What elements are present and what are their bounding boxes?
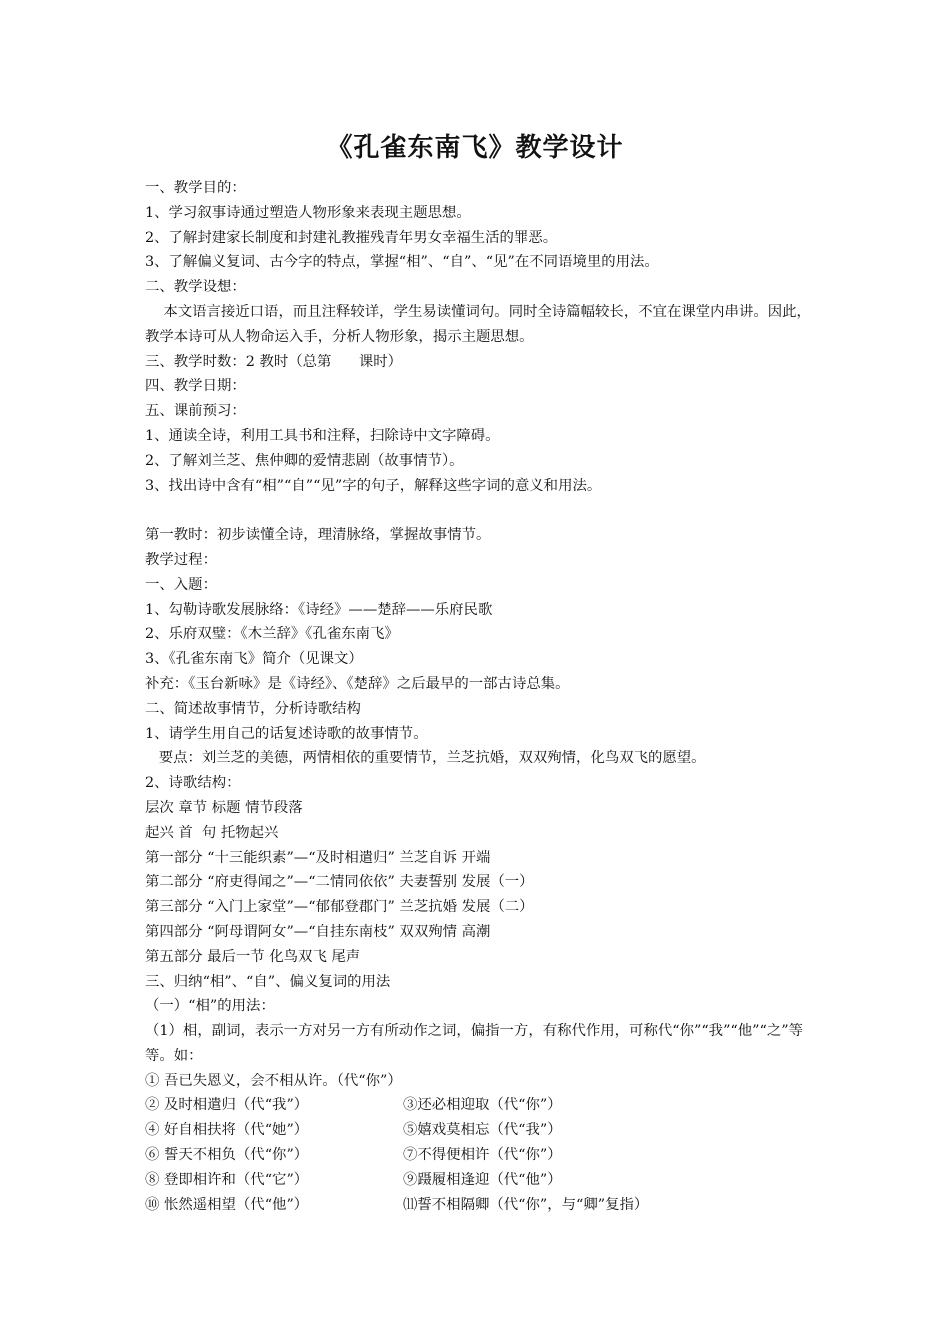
document-body [145, 176, 825, 1217]
blank-line [145, 498, 825, 523]
example-left: ④ 好自相扶将（代“她”） [145, 1122, 309, 1139]
objective-1: 1、学习叙事诗通过塑造人物形象来表现主题思想。 [145, 204, 471, 221]
intro-1: 1、勾勒诗歌发展脉络：《诗经》——楚辞——乐府民歌 [145, 601, 493, 618]
example-right: ⑤嬉戏莫相忘（代“我”） [403, 1122, 562, 1139]
example-row [145, 1193, 825, 1218]
structure-header: 层次 章节 标题 情节段落 [145, 799, 303, 816]
usage-heading: 三、归纳“相”、“自”、偏义复词的用法 [145, 973, 391, 990]
example-row [145, 1143, 825, 1168]
objective-3: 3、了解偏义复词、古今字的特点，掌握“相”、“自”、“见”在不同语境里的用法。 [145, 254, 659, 271]
example-left: ② 及时相遣归（代“我”） [145, 1097, 309, 1114]
preview-3: 3、找出诗中含有“相”“自”“见”字的句子，解释这些字词的意义和用法。 [145, 477, 602, 494]
example-left: ⑧ 登即相许和（代“它”） [145, 1171, 309, 1188]
intro-3: 3、《孔雀东南飞》简介（见课文） [145, 651, 363, 668]
objective-2: 2、了解封建家长制度和封建礼教摧残青年男女幸福生活的罪恶。 [145, 229, 558, 246]
design-paragraph: 本文语言接近口语，而且注释较详，学生易读懂词句。同时全诗篇幅较长，不宜在课堂内串讲。因此，教学本诗可从人物命运入手，分析人物形象，揭示主题思想。 [145, 303, 811, 345]
supplement: 补充：《玉台新咏》是《诗经》、《楚辞》之后最早的一部古诗总集。 [145, 675, 570, 692]
preview-1: 1、通读全诗，利用工具书和注释，扫除诗中文字障碍。 [145, 427, 500, 444]
example-row [145, 1168, 825, 1193]
process-heading: 教学过程： [145, 551, 217, 568]
page-title: 《孔雀东南飞》教学设计 [326, 133, 624, 163]
plot-heading: 二、简述故事情节，分析诗歌结构 [145, 700, 361, 717]
example-row [145, 1093, 825, 1118]
example-right: ⑨蹑履相逢迎（代“他”） [403, 1171, 562, 1188]
intro-heading: 一、入题： [145, 576, 217, 593]
example-right: ⑦不得便相许（代“你”） [403, 1147, 562, 1164]
plot-1: 1、请学生用自己的话复述诗歌的故事情节。 [145, 725, 428, 742]
first-lesson-heading: 第一教时：初步读懂全诗，理清脉络，掌握故事情节。 [145, 527, 491, 544]
structure-row-3: 第三部分 “入门上家堂”—“郁郁登郡门” 兰芝抗婚 发展（二） [145, 899, 534, 916]
xiang-usage-heading: （一）“相”的用法： [145, 998, 275, 1015]
heading-objectives: 一、教学目的： [145, 180, 246, 196]
preview-2: 2、了解刘兰芝、焦仲卿的爱情悲剧（故事情节）。 [145, 452, 464, 469]
plot-keypoints: 要点：刘兰芝的美德，两情相依的重要情节，兰芝抗婚，双双殉情，化鸟双飞的愿望。 [145, 750, 706, 767]
example-right: ③还必相迎取（代“你”） [403, 1097, 562, 1114]
example-row [145, 1118, 825, 1143]
structure-row-0: 起兴 首 句 托物起兴 [145, 824, 279, 841]
structure-row-5: 第五部分 最后一节 化鸟双飞 尾声 [145, 948, 361, 965]
heading-date: 四、教学日期： [145, 378, 246, 395]
structure-row-1: 第一部分 “十三能织素”—“及时相遣归” 兰芝自诉 开端 [145, 849, 491, 866]
example-right: ⑾誓不相隔卿（代“你”，与“卿”复指） [403, 1196, 649, 1213]
intro-2: 2、乐府双璧：《木兰辞》《孔雀东南飞》 [145, 626, 399, 643]
xiang-usage-explanation: （1）相，副词，表示一方对另一方有所动作之词，偏指一方，有称代作用，可称代“你”“我”“他”“之”等等。如： [145, 1023, 804, 1064]
heading-preview: 五、课前预习： [145, 403, 246, 420]
example-left: ⑩ 怅然遥相望（代“他”） [145, 1196, 309, 1213]
heading-design: 二、教学设想： [145, 279, 246, 296]
structure-row-4: 第四部分 “阿母谓阿女”—“自挂东南枝” 双双殉情 高潮 [145, 923, 491, 940]
heading-hours: 三、教学时数：2 教时（总第 课时） [145, 353, 403, 370]
example-1: ① 吾已失恩义，会不相从许。（代“你”） [145, 1072, 402, 1089]
structure-row-2: 第二部分 “府吏得闻之”—“二情同依依” 夫妻誓别 发展（一） [145, 874, 534, 891]
example-left: ⑥ 誓天不相负（代“你”） [145, 1147, 309, 1164]
structure-heading: 2、诗歌结构： [145, 775, 241, 792]
